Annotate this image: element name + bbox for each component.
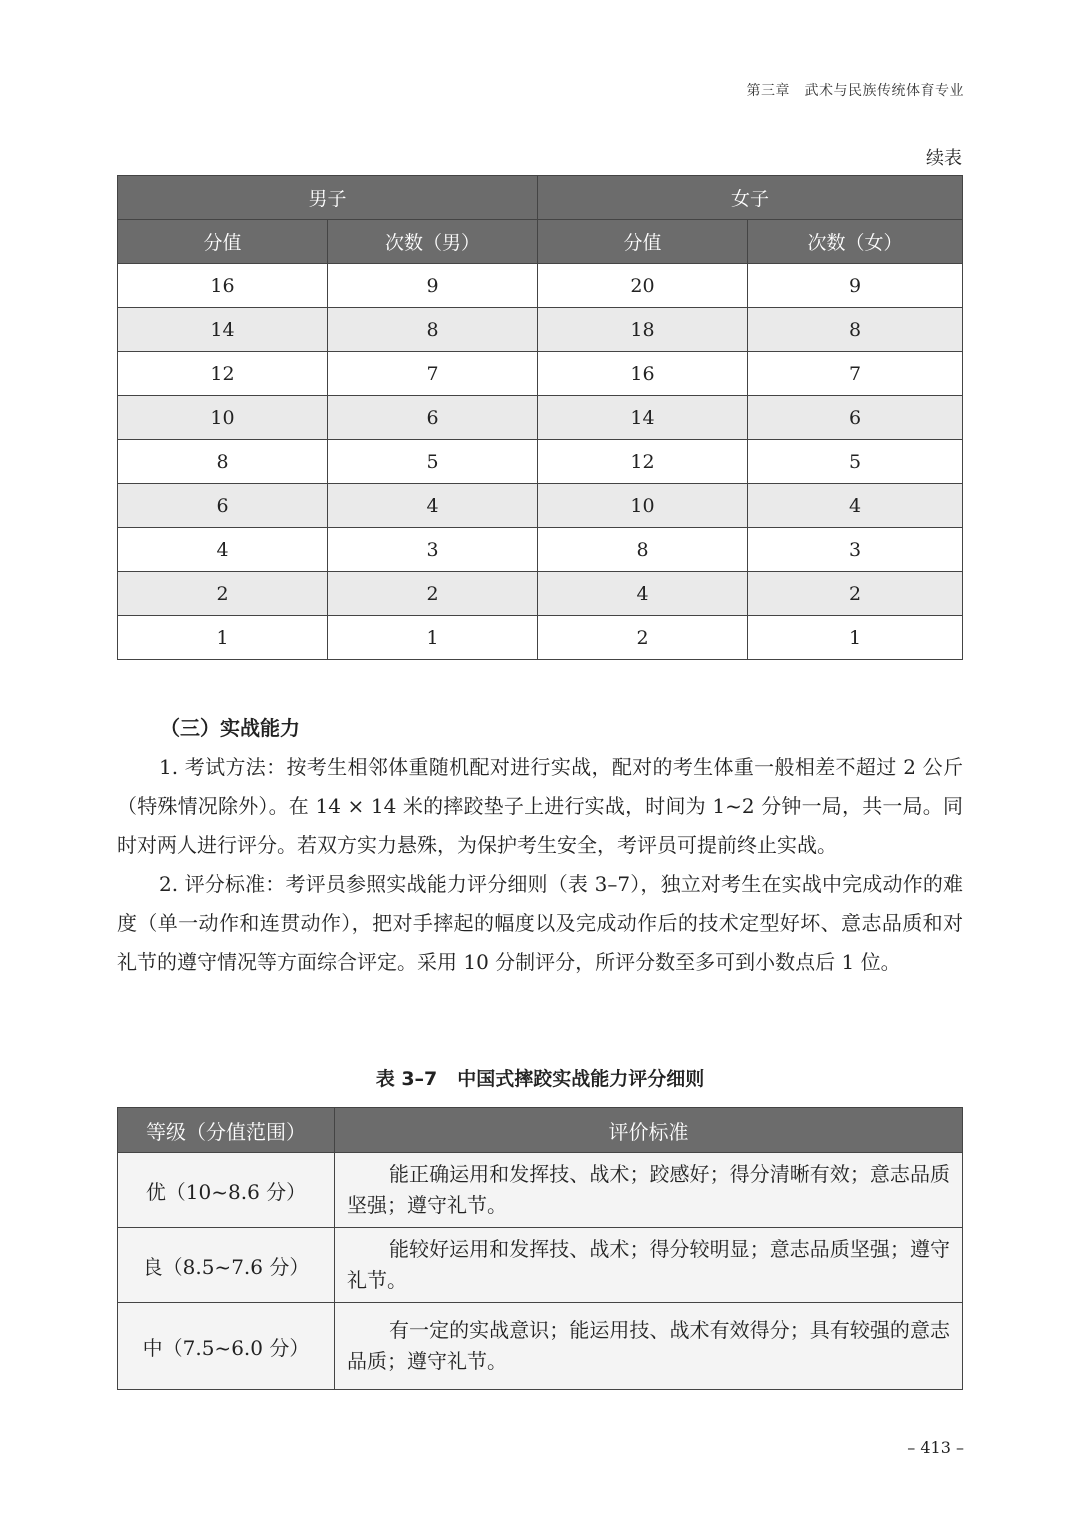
table-cell: 1 <box>328 616 538 660</box>
table-cell: 14 <box>118 308 328 352</box>
table-cell: 16 <box>538 352 748 396</box>
table-cell: 8 <box>538 528 748 572</box>
table-cell: 5 <box>328 440 538 484</box>
table-row <box>118 308 963 352</box>
table-cell: 10 <box>118 396 328 440</box>
column-header: 等级（分值范围） <box>118 1108 335 1153</box>
criteria-cell: 有一定的实战意识；能运用技、战术有效得分；具有较强的意志品质；遵守礼节。 <box>335 1303 963 1390</box>
table-cell: 18 <box>538 308 748 352</box>
criteria-cell: 能较好运用和发挥技、战术；得分较明显；意志品质坚强；遵守礼节。 <box>335 1228 963 1303</box>
criteria-cell: 能正确运用和发挥技、战术；跤感好；得分清晰有效；意志品质坚强；遵守礼节。 <box>335 1153 963 1228</box>
table-cell: 6 <box>748 396 963 440</box>
table-cell: 2 <box>328 572 538 616</box>
table-cell: 14 <box>538 396 748 440</box>
column-header: 评价标准 <box>335 1108 963 1153</box>
table-cell: 8 <box>748 308 963 352</box>
table-row <box>118 572 963 616</box>
table-cell: 4 <box>538 572 748 616</box>
table-cell: 4 <box>328 484 538 528</box>
table-row <box>118 528 963 572</box>
table-cell: 6 <box>118 484 328 528</box>
table-cell: 1 <box>118 616 328 660</box>
criteria-table <box>117 1107 963 1390</box>
table-caption <box>0 1064 1080 1091</box>
table-cell: 12 <box>118 352 328 396</box>
running-header: 第三章 武术与民族传统体育专业 <box>746 83 964 99</box>
group-header-male: 男子 <box>118 176 538 220</box>
column-header: 分值 <box>538 220 748 264</box>
table-cell: 4 <box>118 528 328 572</box>
score-table <box>117 175 963 660</box>
table-cell: 3 <box>748 528 963 572</box>
section-title: （三）实战能力 <box>160 716 300 740</box>
continued-label: 续表 <box>926 148 962 169</box>
column-header: 次数（男） <box>328 220 538 264</box>
column-header: 分值 <box>118 220 328 264</box>
table-row <box>118 616 963 660</box>
table-cell: 4 <box>748 484 963 528</box>
table-caption-number: 表 3–7 <box>375 1068 438 1090</box>
table-row <box>118 440 963 484</box>
grade-cell: 中（7.5~6.0 分） <box>118 1303 335 1390</box>
table-row <box>118 1228 963 1303</box>
table-cell: 8 <box>118 440 328 484</box>
paragraph-exam-method: 1. 考试方法：按考生相邻体重随机配对进行实战，配对的考生体重一般相差不超过 2 公斤（特殊情况除外）。在 14 × 14 米的摔跤垫子上进行实战，时间为 1~2 分钟一局，共一局。同时对两人进行评分。若双方实力悬殊，为保护考生安全，考评员可提前终止实战。 <box>117 755 963 857</box>
table-row <box>118 484 963 528</box>
table-cell: 2 <box>748 572 963 616</box>
table-cell: 8 <box>328 308 538 352</box>
table-row <box>118 1303 963 1390</box>
table-cell: 16 <box>118 264 328 308</box>
table-cell: 20 <box>538 264 748 308</box>
table-cell: 12 <box>538 440 748 484</box>
table-cell: 7 <box>748 352 963 396</box>
table-cell: 7 <box>328 352 538 396</box>
table-cell: 9 <box>748 264 963 308</box>
table-cell: 3 <box>328 528 538 572</box>
table-cell: 10 <box>538 484 748 528</box>
table-cell: 1 <box>748 616 963 660</box>
table-row <box>118 352 963 396</box>
table-cell: 9 <box>328 264 538 308</box>
grade-cell: 优（10~8.6 分） <box>118 1153 335 1228</box>
paragraph-scoring-standard: 2. 评分标准：考评员参照实战能力评分细则（表 3–7），独立对考生在实战中完成动作的难度（单一动作和连贯动作），把对手摔起的幅度以及完成动作后的技术定型好坏、意志品质和对礼节的遵守情况等方面综合评定。采用 10 分制评分，所评分数至多可到小数点后 1 位。 <box>117 872 963 974</box>
column-header: 次数（女） <box>748 220 963 264</box>
page-number: – 413 – <box>907 1438 964 1457</box>
table-cell: 2 <box>118 572 328 616</box>
table-cell: 2 <box>538 616 748 660</box>
grade-cell: 良（8.5~7.6 分） <box>118 1228 335 1303</box>
table-row <box>118 1153 963 1228</box>
table-row <box>118 264 963 308</box>
table-cell: 6 <box>328 396 538 440</box>
group-header-female: 女子 <box>538 176 963 220</box>
table-caption-title: 中国式摔跤实战能力评分细则 <box>457 1068 705 1090</box>
table-cell: 5 <box>748 440 963 484</box>
table-row <box>118 396 963 440</box>
